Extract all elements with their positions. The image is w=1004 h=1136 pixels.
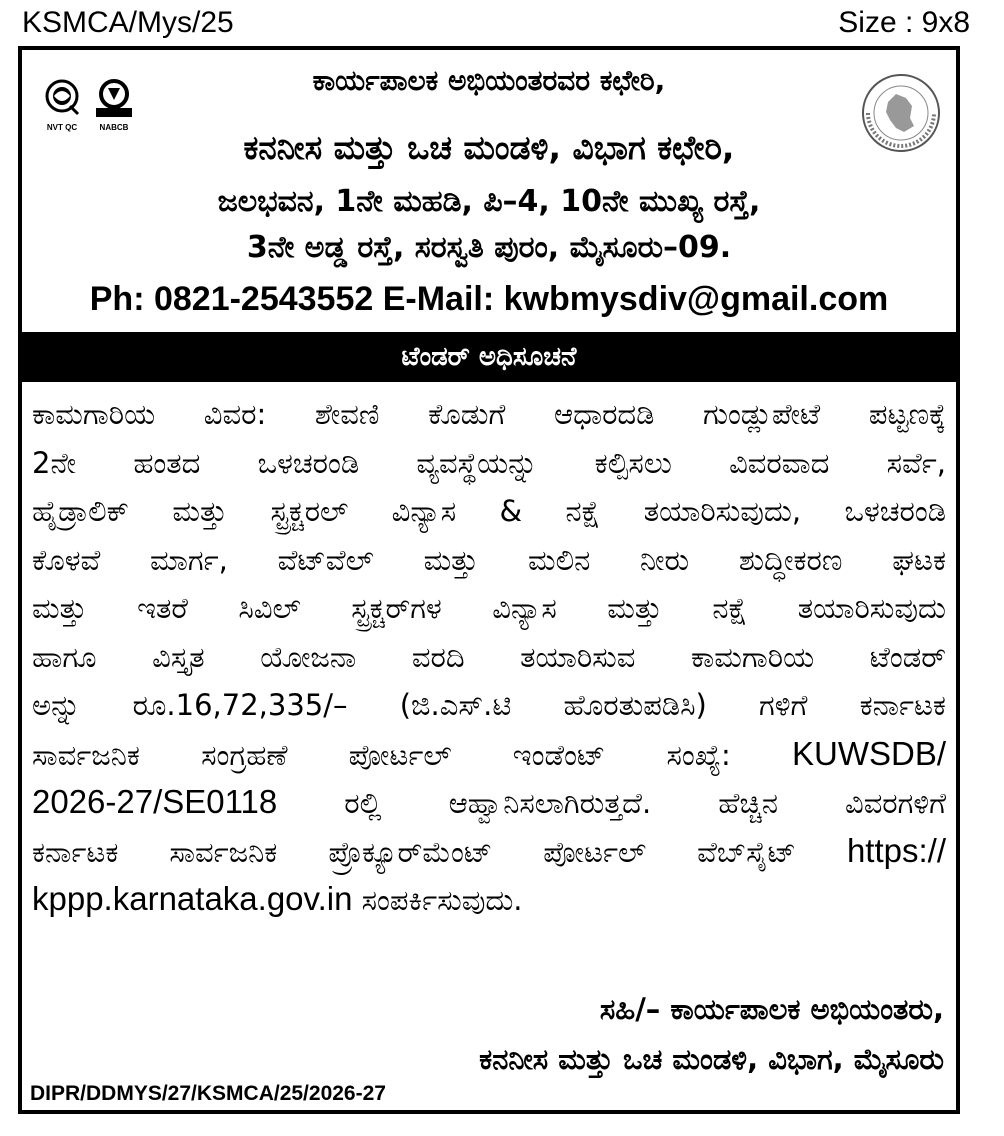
body-line-7: ಅನ್ನು ರೂ.16,72,335/– (ಜಿ.ಎಸ್.ಟಿ ಹೊರತುಪಡಿಸಿ) ಗಳಿಗೆ ಕರ್ನಾಟಕ xyxy=(32,688,946,722)
ad-size: Size : 9x8 xyxy=(838,6,970,39)
body-line-3: ಹೈಡ್ರಾಲಿಕ್ ಮತ್ತು ಸ್ಟ್ರಕ್ಚರಲ್ ವಿನ್ಯಾಸ & ನಕ್ಷೆ ತಯಾರಿಸುವುದು, ಒಳಚರಂಡಿ xyxy=(32,494,946,528)
division-office: ಕನನೀಸ ಮತ್ತು ಒಚ ಮಂಡಳಿ, ವಿಭಾಗ ಕಛೇರಿ, xyxy=(243,128,735,167)
nabcb-caption: NABCB xyxy=(99,123,129,132)
nvt-qc-caption: NVT QC xyxy=(46,123,78,132)
tender-notice-frame xyxy=(18,46,960,1114)
office-header xyxy=(22,50,956,332)
office-title: ಕಾರ್ಯಪಾಲಕ ಅಭಿಯಂತರವರ ಕಛೇರಿ, xyxy=(312,64,666,97)
body-line-1: ಕಾಮಗಾರಿಯ ವಿವರ: ಶೇವಣಿ ಕೊಡುಗೆ ಆಧಾರದಡಿ ಗುಂಡ್ಲುಪೇಟೆ ಪಟ್ಟಣಕ್ಕೆ xyxy=(32,397,946,431)
indent-number-part-1: KUWSDB/ xyxy=(791,734,946,772)
body-line-9 xyxy=(32,778,946,827)
signature-line-2: ಕನನೀಸ ಮತ್ತು ಒಚ ಮಂಡಳಿ, ವಿಭಾಗ, ಮೈಸೂರು xyxy=(479,1042,944,1076)
body-line-6: ಹಾಗೂ ವಿಸ್ತೃತ ಯೋಜನಾ ವರದಿ ತಯಾರಿಸುವ ಕಾಮಗಾರಿಯ ಟೆಂಡರ್ xyxy=(32,639,946,674)
body-line-11 xyxy=(32,875,946,924)
contact-line: Ph: 0821-2543552 E-Mail: kwbmysdiv@gmail.com xyxy=(89,280,889,318)
signature-line-1: ಸಹಿ/– ಕಾರ್ಯಪಾಲಕ ಅಭಿಯಂತರು, xyxy=(599,992,944,1026)
dipr-release-number: DIPR/DDMYS/27/KSMCA/25/2026-27 xyxy=(30,1082,386,1105)
body-line-10 xyxy=(32,827,946,876)
indent-number-part-2: 2026-27/SE0118 xyxy=(32,783,278,820)
body-line-8 xyxy=(32,730,946,779)
indent-label: ಸಾರ್ವಜನಿಕ ಸಂಗ್ರಹಣೆ ಪೋರ್ಟಲ್ ಇಂಡೆಂಟ್ ಸಂಖ್ಯೆ: xyxy=(32,737,731,772)
portal-url-part-2[interactable]: kppp.karnataka.gov.in xyxy=(32,880,353,917)
portal-url-part-1[interactable]: https:// xyxy=(846,831,946,869)
portal-text: ಕರ್ನಾಟಕ ಸಾರ್ವಜನಿಕ ಪ್ರೊಕ್ಯೂರ್‌ಮೆಂಟ್ ಪೋರ್ಟಲ್ ವೆಬ್‌ಸೈಟ್ xyxy=(32,834,796,869)
invitation-text: ರಲ್ಲಿ ಆಹ್ವಾನಿಸಲಾಗಿರುತ್ತದೆ. ಹೆಚ್ಚಿನ ವಿವರಗಳಿಗೆ xyxy=(344,786,946,820)
tender-notification-banner: ಟೆಂಡರ್ ಅಧಿಸೂಚನೆ xyxy=(22,332,956,382)
reference-code: KSMCA/Mys/25 xyxy=(22,6,234,39)
address-line-2: 3ನೇ ಅಡ್ಡ ರಸ್ತೆ, ಸರಸ್ವತಿ ಪುರಂ, ಮೈಸೂರು–09. xyxy=(246,230,732,265)
contact-instruction: ಸಂಪರ್ಕಿಸುವುದು. xyxy=(361,883,523,917)
body-line-2: 2ನೇ ಹಂತದ ಒಳಚರಂಡಿ ವ್ಯವಸ್ಥೆಯನ್ನು ಕಲ್ಪಿಸಲು ವಿವರವಾದ ಸರ್ವೆ, xyxy=(32,445,946,480)
notice-body xyxy=(32,390,946,924)
body-line-5: ಮತ್ತು ಇತರೆ ಸಿವಿಲ್ ಸ್ಟ್ರಕ್ಚರ್‌ಗಳ ವಿನ್ಯಾಸ ಮತ್ತು ನಕ್ಷೆ ತಯಾರಿಸುವುದು xyxy=(32,591,946,625)
body-line-4: ಕೊಳವೆ ಮಾರ್ಗ, ವೆಟ್‌ವೆಲ್ ಮತ್ತು ಮಲಿನ ನೀರು ಶುದ್ಧೀಕರಣ ಘಟಕ xyxy=(32,542,946,577)
address-line-1: ಜಲಭವನ, 1ನೇ ಮಹಡಿ, ಪಿ–4, 10ನೇ ಮುಖ್ಯ ರಸ್ತೆ, xyxy=(217,184,761,219)
